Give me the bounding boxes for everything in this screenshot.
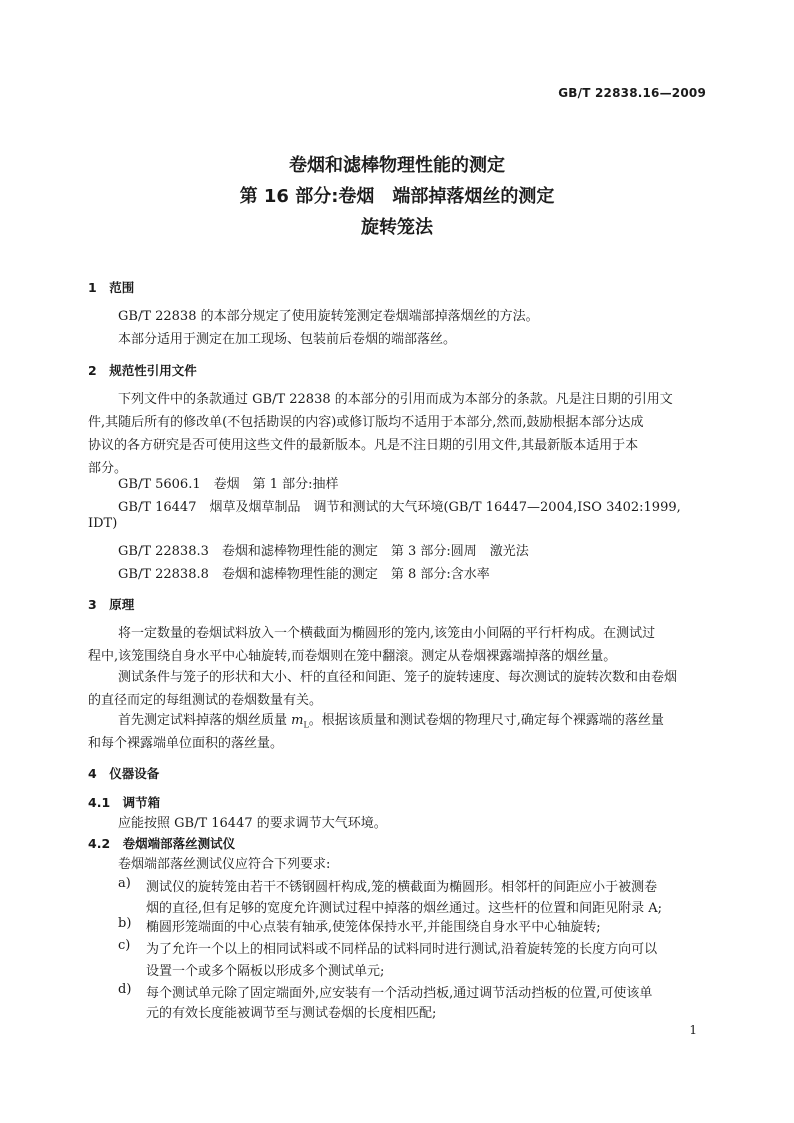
list-item-a-label: a): [118, 876, 131, 891]
list-item-c-label: c): [118, 938, 131, 953]
mass-variable: m: [291, 713, 304, 728]
document-title-line-3: 旋转笼法: [361, 217, 433, 238]
section-1-paragraph-1: GB/T 22838 的本部分规定了使用旋转笼测定卷烟端部掉落烟丝的方法。: [118, 309, 539, 324]
list-item-b-label: b): [118, 916, 132, 931]
section-3-paragraph-3-line-1: [118, 709, 664, 730]
subsection-4-1-heading: 4.1 调节箱: [88, 795, 161, 810]
list-item-d-line-2: 元的有效长度能被调节至与测试卷烟的长度相匹配;: [146, 1006, 437, 1021]
list-item-a-line-1: 测试仪的旋转笼由若干不锈钢圆杆构成,笼的横截面为椭圆形。相邻杆的间距应小于被测卷: [146, 880, 658, 895]
document-title-line-1: 卷烟和滤棒物理性能的测定: [289, 155, 505, 176]
paragraph-text: 。根据该质量和测试卷烟的物理尺寸,确定每个裸露端的落丝量: [308, 713, 664, 728]
section-3-paragraph-2-line-2: 的直径而定的每组测试的卷烟数量有关。: [88, 693, 323, 708]
list-item-a-line-2: 烟的直径,但有足够的宽度允许测试过程中掉落的烟丝通过。这些杆的位置和间距见附录 A;: [146, 901, 663, 916]
standard-number: GB/T 22838.16—2009: [558, 86, 706, 100]
section-2-paragraph-line-3: 协议的各方研究是否可使用这些文件的最新版本。凡是不注日期的引用文件,其最新版本适用于本: [88, 438, 639, 453]
mass-variable-subscript: L: [303, 720, 309, 730]
list-item-b-line-1: 椭圆形笼端面的中心点装有轴承,使笼体保持水平,并能围绕自身水平中心轴旋转;: [146, 920, 601, 935]
section-2-paragraph-line-4: 部分。: [88, 461, 128, 476]
section-3-paragraph-1-line-1: 将一定数量的卷烟试料放入一个横截面为椭圆形的笼内,该笼由小间隔的平行杆构成。在测试过: [118, 626, 656, 641]
reference-gbt-5606-1: GB/T 5606.1 卷烟 第 1 部分:抽样: [118, 477, 339, 492]
section-2-heading: 2 规范性引用文件: [88, 363, 197, 378]
section-3-paragraph-3-line-2: 和每个裸露端单位面积的落丝量。: [88, 736, 284, 751]
section-1-paragraph-2: 本部分适用于测定在加工现场、包装前后卷烟的端部落丝。: [118, 332, 457, 347]
reference-gbt-22838-3: GB/T 22838.3 卷烟和滤棒物理性能的测定 第 3 部分:圆周 激光法: [118, 544, 529, 559]
section-3-heading: 3 原理: [88, 597, 135, 612]
section-2-paragraph-line-2: 件,其随后所有的修改单(不包括勘误的内容)或修订版均不适用于本部分,然而,鼓励根据本部分达成: [88, 415, 644, 430]
subsection-4-2-paragraph: 卷烟端部落丝测试仪应符合下列要求:: [118, 857, 331, 872]
list-item-c-line-2: 设置一个或多个隔板以形成多个测试单元;: [146, 964, 385, 979]
page-number: 1: [689, 1023, 697, 1037]
section-3-paragraph-2-line-1: 测试条件与笼子的形状和大小、杆的直径和间距、笼子的旋转速度、每次测试的旋转次数和由卷烟: [118, 670, 678, 685]
list-item-c-line-1: 为了允许一个以上的相同试料或不同样品的试料同时进行测试,沿着旋转笼的长度方向可以: [146, 942, 658, 957]
paragraph-text: 首先测定试料掉落的烟丝质量: [118, 713, 292, 728]
section-1-heading: 1 范围: [88, 280, 135, 295]
list-item-d-label: d): [118, 982, 132, 997]
document-title-line-2: 第 16 部分:卷烟 端部掉落烟丝的测定: [239, 186, 555, 207]
reference-gbt-16447-line-1: GB/T 16447 烟草及烟草制品 调节和测试的大气环境(GB/T 16447—2004,ISO 3402:1999,: [118, 500, 681, 515]
list-item-d-line-1: 每个测试单元除了固定端面外,应安装有一个活动挡板,通过调节活动挡板的位置,可使该单: [146, 986, 653, 1001]
subsection-4-1-paragraph: 应能按照 GB/T 16447 的要求调节大气环境。: [118, 816, 387, 831]
section-2-paragraph-line-1: 下列文件中的条款通过 GB/T 22838 的本部分的引用而成为本部分的条款。凡是注日期的引用文: [118, 392, 673, 407]
reference-gbt-16447-line-2: IDT): [88, 516, 118, 531]
reference-gbt-22838-8: GB/T 22838.8 卷烟和滤棒物理性能的测定 第 8 部分:含水率: [118, 567, 490, 582]
section-4-heading: 4 仪器设备: [88, 766, 160, 781]
subsection-4-2-heading: 4.2 卷烟端部落丝测试仪: [88, 836, 236, 851]
section-3-paragraph-1-line-2: 程中,该笼围绕自身水平中心轴旋转,而卷烟则在笼中翻滚。测定从卷烟裸露端掉落的烟丝量。: [88, 649, 617, 664]
